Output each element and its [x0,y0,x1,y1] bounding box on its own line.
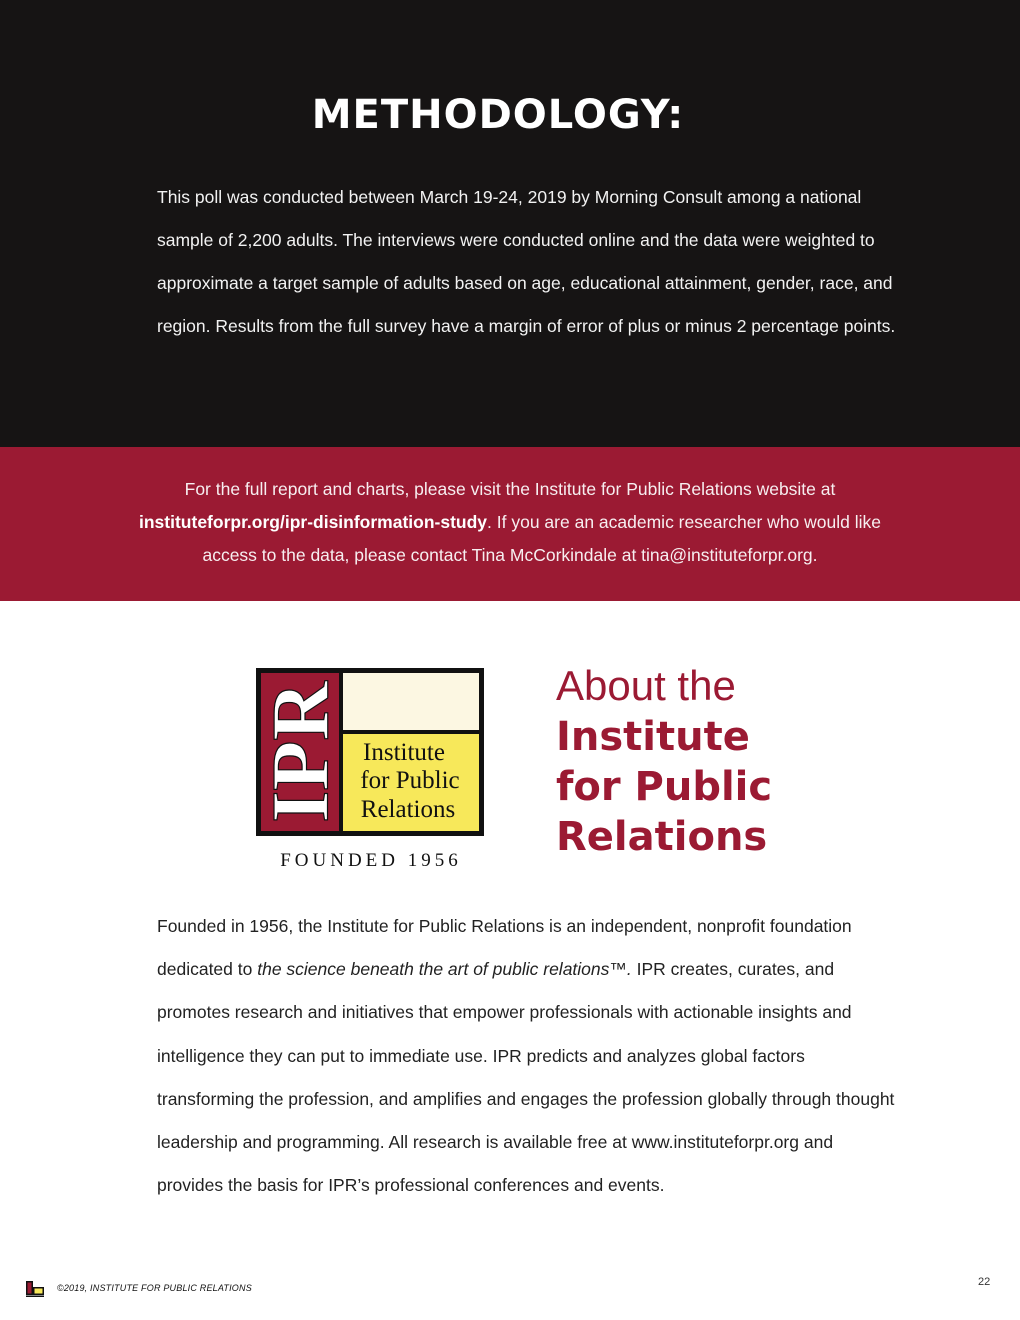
report-banner-rest: . If you are an academic researcher who would like access to the data, please contact Tina McCorkindale at tina@instituteforpr.org. [202,512,881,565]
methodology-section [0,0,1020,447]
report-banner-text [110,473,910,572]
report-banner-intro: For the full report and charts, please visit the Institute for Public Relations website at [184,479,836,499]
footer-copyright: ©2019, INSTITUTE FOR PUBLIC RELATIONS [57,1283,252,1293]
report-banner [0,447,1020,601]
page-number: 22 [978,1276,991,1288]
about-heading-line-3: for Public [556,764,773,810]
about-heading-line-2: Institute [556,714,750,760]
about-heading-line-1: About the [556,662,736,709]
about-description-part-1: Founded in 1956, the Institute for Public Relations is an independent, nonprofit foundation dedicated to [157,916,852,980]
logo-cream-panel [343,673,479,730]
methodology-body: This poll was conducted between March 19-24, 2019 by Morning Consult among a national sample of 2,200 adults. The interviews were conducted online and the data were weighted to approximate a target sample of adults based on age, educational attainment, gender, race, and region. Results from the full survey have a margin of error of plus or minus 2 percentage points. [157,187,896,336]
about-heading-line-4: Relations [556,814,768,860]
logo-name-line-2: for Public [360,767,460,794]
logo-name-line-1: Institute [363,739,445,766]
logo-name-line-3: Relations [360,796,456,823]
ipr-logo [256,668,486,873]
about-description-tagline: the science beneath the art of public relations™. [257,959,632,980]
logo-letters: IPR [256,681,346,823]
ipr-mini-logo-icon [26,1281,46,1297]
methodology-title: METHODOLOGY: [311,92,685,138]
about-description-part-2: IPR creates, curates, and promotes research and initiatives that empower professionals with actionable insights and intelligence they can put to immediate use. IPR predicts and analyzes global factors transforming the profession, and amplifies and engages the profession globally through thought leadership and programming. All research is available free at www.instituteforpr.org and provides the basis for IPR’s professional conferences and events. [157,959,895,1196]
report-link[interactable]: instituteforpr.org/ipr-disinformation-study [139,512,488,532]
logo-founded: FOUNDED 1956 [280,850,462,871]
about-heading [556,660,976,862]
about-description [157,905,897,1207]
